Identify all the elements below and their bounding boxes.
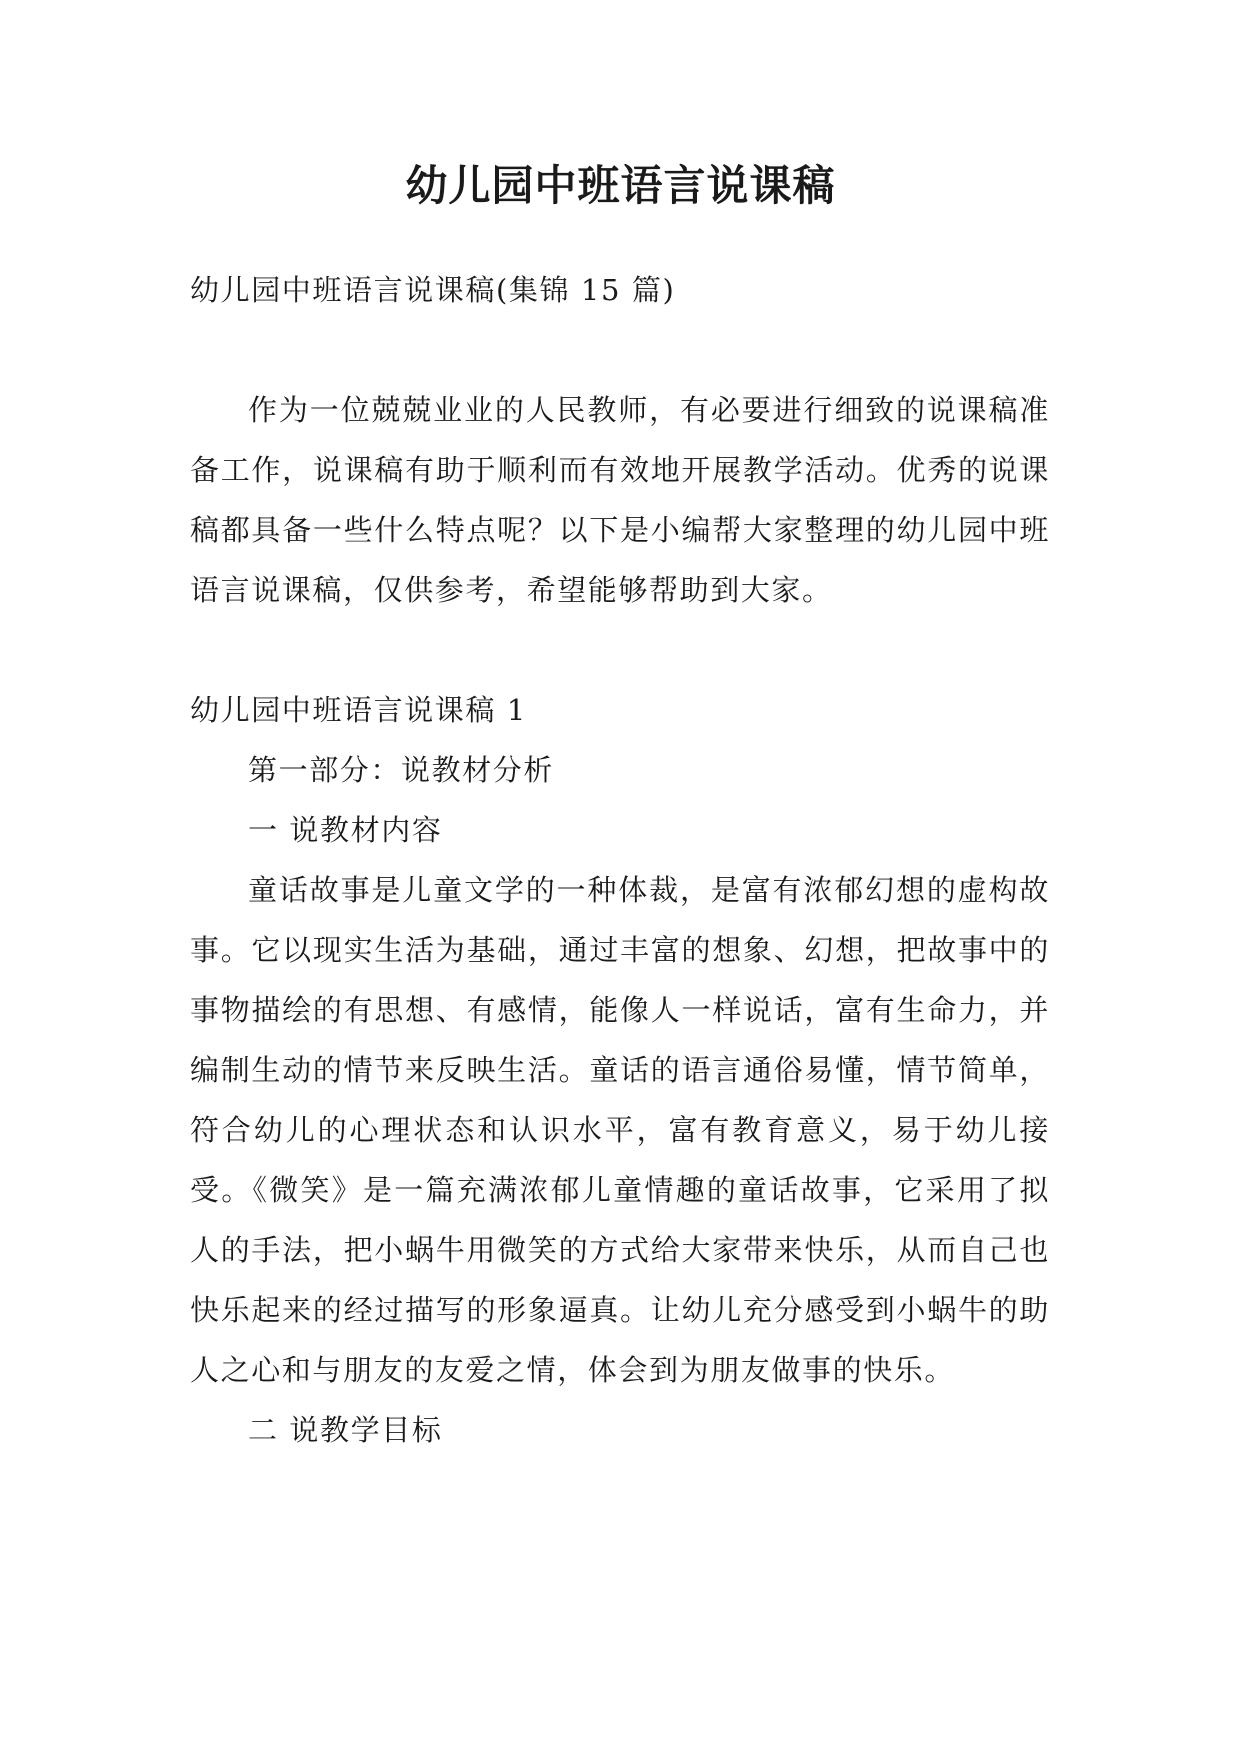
section-title: 幼儿园中班语言说课稿 1 bbox=[190, 693, 527, 727]
part-heading: 第一部分：说教材分析 bbox=[248, 753, 555, 787]
intro-paragraph: 作为一位兢兢业业的人民教师，有必要进行细致的说课稿准备工作，说课稿有助于顺利而有效地开展教学活动。优秀的说课稿都具备一些什么特点呢？以下是小编帮大家整理的幼儿园中班语言说课稿，仅供参考，希望能够帮助到大家。 bbox=[190, 393, 1050, 607]
body-paragraph: 童话故事是儿童文学的一种体裁，是富有浓郁幻想的虚构故事。它以现实生活为基础，通过丰富的想象、幻想，把故事中的事物描绘的有思想、有感情，能像人一样说话，富有生命力，并编制生动的情节来反映生活。童话的语言通俗易懂，情节简单，符合幼儿的心理状态和认识水平，富有教育意义，易于幼儿接受。《微笑》是一篇充满浓郁儿童情趣的童话故事，它采用了拟人的手法，把小蜗牛用微笑的方式给大家带来快乐，从而自己也快乐起来的经过描写的形象逼真。让幼儿充分感受到小蜗牛的助人之心和与朋友的友爱之情，体会到为朋友做事的快乐。 bbox=[190, 873, 1050, 1387]
document-body bbox=[190, 260, 1050, 1460]
subheading-content: 一 说教材内容 bbox=[248, 813, 443, 847]
subheading-objectives: 二 说教学目标 bbox=[248, 1413, 443, 1447]
document-subtitle: 幼儿园中班语言说课稿(集锦 15 篇) bbox=[190, 273, 676, 307]
document-title: 幼儿园中班语言说课稿 bbox=[405, 161, 836, 210]
